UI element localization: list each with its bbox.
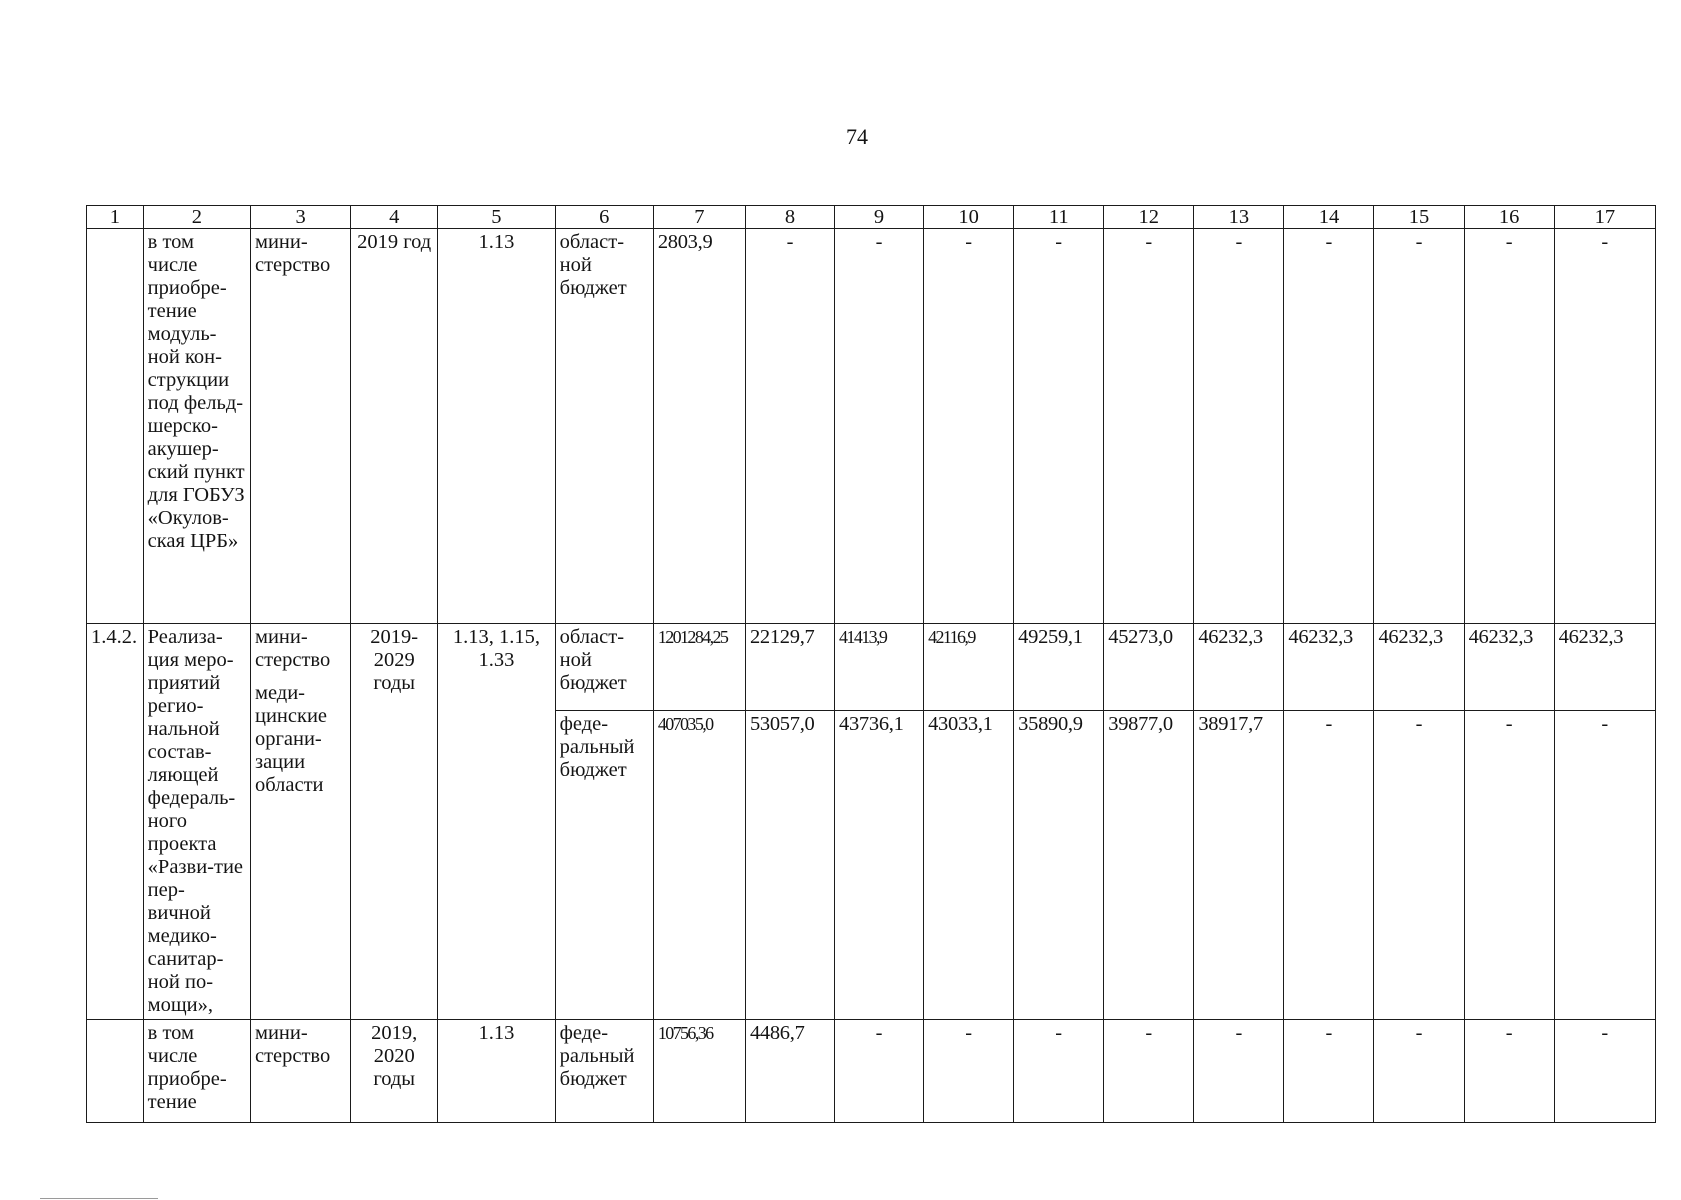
executor-cell: мини-стерство bbox=[250, 229, 350, 624]
column-header: 9 bbox=[835, 206, 924, 229]
value-cell: - bbox=[1464, 710, 1554, 1019]
column-header: 5 bbox=[438, 206, 555, 229]
value-cell: - bbox=[1284, 1020, 1374, 1123]
column-header: 13 bbox=[1194, 206, 1284, 229]
table-row bbox=[87, 1020, 1656, 1123]
column-header: 17 bbox=[1554, 206, 1655, 229]
funding-source-cell: област-ной бюджет bbox=[555, 624, 653, 711]
value-cell: - bbox=[1014, 1020, 1104, 1123]
column-header: 14 bbox=[1284, 206, 1374, 229]
value-cell: - bbox=[1194, 229, 1284, 624]
column-header: 10 bbox=[924, 206, 1014, 229]
activity-name-cell: Реализа-ция меро-приятий регио-нальной состав-ляющей федераль-ного проекта «Разви-тие пер-вичной медико-санитар-ной по-мощи», bbox=[143, 624, 250, 1020]
table-header-row bbox=[87, 206, 1656, 229]
executor-ministry: мини-стерство bbox=[254, 626, 331, 671]
column-header: 16 bbox=[1464, 206, 1554, 229]
value-cell: - bbox=[1284, 710, 1374, 1019]
value-cell: 46232,3 bbox=[1194, 624, 1284, 711]
indicator-cell: 1.13 bbox=[438, 1020, 555, 1123]
value-cell: - bbox=[835, 1020, 924, 1123]
activity-name-cell: в том числе приобре-тение модуль-ной кон-струкции под фельд-шерско-акушер-ский пункт для ГОБУЗ «Окулов-ская ЦРБ» bbox=[143, 229, 250, 624]
table-row bbox=[87, 624, 1656, 711]
table-row bbox=[87, 229, 1656, 624]
column-header: 15 bbox=[1374, 206, 1464, 229]
value-cell: 35890,9 bbox=[1014, 710, 1104, 1019]
budget-table bbox=[86, 205, 1656, 1123]
value-cell: 2803,9 bbox=[653, 229, 745, 624]
value-cell: 43033,1 bbox=[924, 710, 1014, 1019]
value-cell: - bbox=[1104, 1020, 1194, 1123]
column-header: 1 bbox=[87, 206, 144, 229]
value-cell: 42116,9 bbox=[924, 624, 1014, 711]
footnote-divider bbox=[40, 1198, 158, 1199]
value-cell: - bbox=[924, 1020, 1014, 1123]
value-cell: 407035,0 bbox=[653, 710, 745, 1019]
value-cell: - bbox=[835, 229, 924, 624]
value-cell: - bbox=[1374, 710, 1464, 1019]
row-number-cell bbox=[87, 1020, 144, 1123]
value-cell: 43736,1 bbox=[835, 710, 924, 1019]
value-cell: - bbox=[745, 229, 834, 624]
value-cell: - bbox=[1554, 229, 1655, 624]
value-cell: 4486,7 bbox=[745, 1020, 834, 1123]
value-cell: 22129,7 bbox=[745, 624, 834, 711]
value-cell: 53057,0 bbox=[745, 710, 834, 1019]
value-cell: - bbox=[1554, 1020, 1655, 1123]
page-number: 74 bbox=[846, 124, 868, 149]
value-cell: - bbox=[1374, 1020, 1464, 1123]
executor-medical-orgs: меди-цинские органи-зации области bbox=[254, 682, 328, 796]
row-number-cell: 1.4.2. bbox=[87, 624, 144, 1020]
value-cell: 46232,3 bbox=[1374, 624, 1464, 711]
value-cell: - bbox=[1374, 229, 1464, 624]
value-cell: - bbox=[1284, 229, 1374, 624]
indicator-cell: 1.13 bbox=[438, 229, 555, 624]
value-cell: - bbox=[1194, 1020, 1284, 1123]
column-header: 7 bbox=[653, 206, 745, 229]
funding-source-cell: феде-ральный бюджет bbox=[555, 1020, 653, 1123]
value-cell: 41413,9 bbox=[835, 624, 924, 711]
funding-source-cell: феде-ральный бюджет bbox=[555, 710, 653, 1019]
value-cell: - bbox=[1104, 229, 1194, 624]
indicator-cell: 1.13, 1.15, 1.33 bbox=[438, 624, 555, 1020]
value-cell: 46232,3 bbox=[1284, 624, 1374, 711]
value-cell: 38917,7 bbox=[1194, 710, 1284, 1019]
column-header: 4 bbox=[351, 206, 438, 229]
period-cell: 2019 год bbox=[351, 229, 438, 624]
activity-name-cell: в том числе приобре-тение bbox=[143, 1020, 250, 1123]
value-cell: 39877,0 bbox=[1104, 710, 1194, 1019]
value-cell: 1201284,25 bbox=[653, 624, 745, 711]
value-cell: - bbox=[1014, 229, 1104, 624]
period-cell: 2019-2029 годы bbox=[351, 624, 438, 1020]
value-cell: 46232,3 bbox=[1554, 624, 1655, 711]
column-header: 8 bbox=[745, 206, 834, 229]
column-header: 2 bbox=[143, 206, 250, 229]
value-cell: - bbox=[1464, 229, 1554, 624]
funding-source-cell: област-ной бюджет bbox=[555, 229, 653, 624]
period-cell: 2019, 2020 годы bbox=[351, 1020, 438, 1123]
value-cell: 46232,3 bbox=[1464, 624, 1554, 711]
executor-cell bbox=[250, 624, 350, 1020]
column-header: 11 bbox=[1014, 206, 1104, 229]
value-cell: 45273,0 bbox=[1104, 624, 1194, 711]
column-header: 6 bbox=[555, 206, 653, 229]
value-cell: - bbox=[1554, 710, 1655, 1019]
value-cell: 10756,36 bbox=[653, 1020, 745, 1123]
executor-cell: мини-стерство bbox=[250, 1020, 350, 1123]
value-cell: - bbox=[924, 229, 1014, 624]
column-header: 3 bbox=[250, 206, 350, 229]
value-cell: - bbox=[1464, 1020, 1554, 1123]
column-header: 12 bbox=[1104, 206, 1194, 229]
row-number-cell bbox=[87, 229, 144, 624]
value-cell: 49259,1 bbox=[1014, 624, 1104, 711]
